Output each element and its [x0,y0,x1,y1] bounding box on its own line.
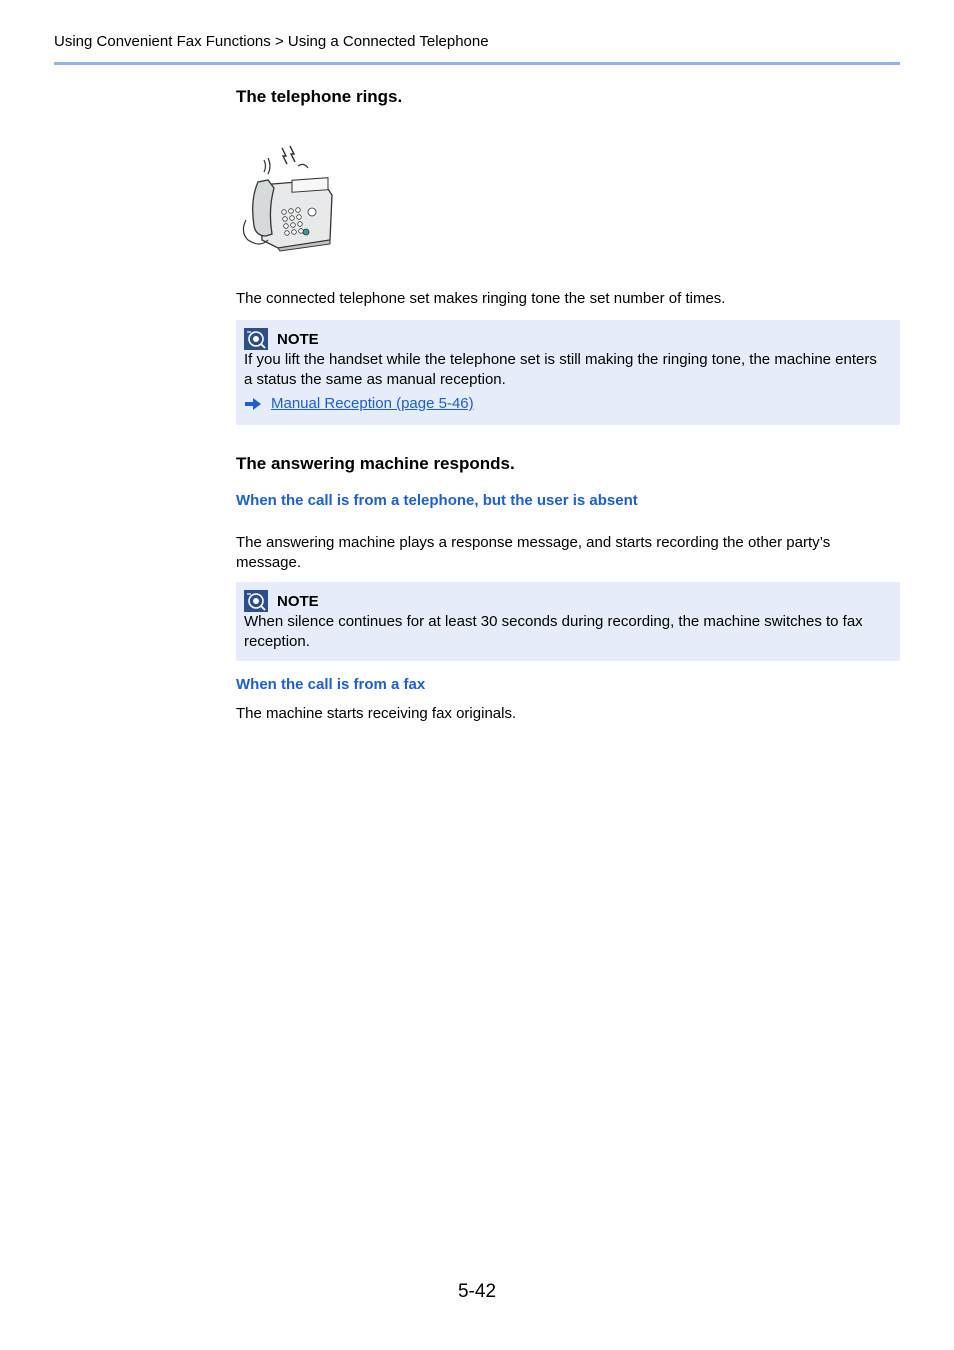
heading-telephone-rings: The telephone rings. [236,87,403,106]
note-title: NOTE [277,330,319,348]
note-box-manual-reception [236,320,900,425]
note-title: NOTE [277,592,319,610]
note-box-silence [236,582,900,661]
telephone-rings-description: The connected telephone set makes ringing tone the set number of times. [236,290,726,307]
call-from-fax-description: The machine starts receiving fax originals. [236,705,517,722]
note-icon [244,328,268,350]
breadcrumb: Using Convenient Fax Functions > Using a Connected Telephone [54,33,489,50]
user-absent-description: The answering machine plays a response message, and starts recording the other party’s message. [236,534,831,571]
header-divider [54,62,900,65]
page-number: 5-42 [457,1281,497,1302]
ringing-telephone-icon [238,140,338,252]
note-text: When silence continues for at least 30 seconds during recording, the machine switches to fax reception. [244,613,863,650]
arrow-right-icon [244,397,262,411]
subheading-call-from-fax: When the call is from a fax [236,676,426,693]
note-text: If you lift the handset while the telephone set is still making the ringing tone, the machine enters a status the same as manual reception. [244,351,877,388]
subheading-user-absent: When the call is from a telephone, but the user is absent [236,492,638,509]
manual-reception-link[interactable]: Manual Reception (page 5-46) [271,395,474,412]
note-icon [244,590,268,612]
heading-answering-machine: The answering machine responds. [236,454,515,473]
